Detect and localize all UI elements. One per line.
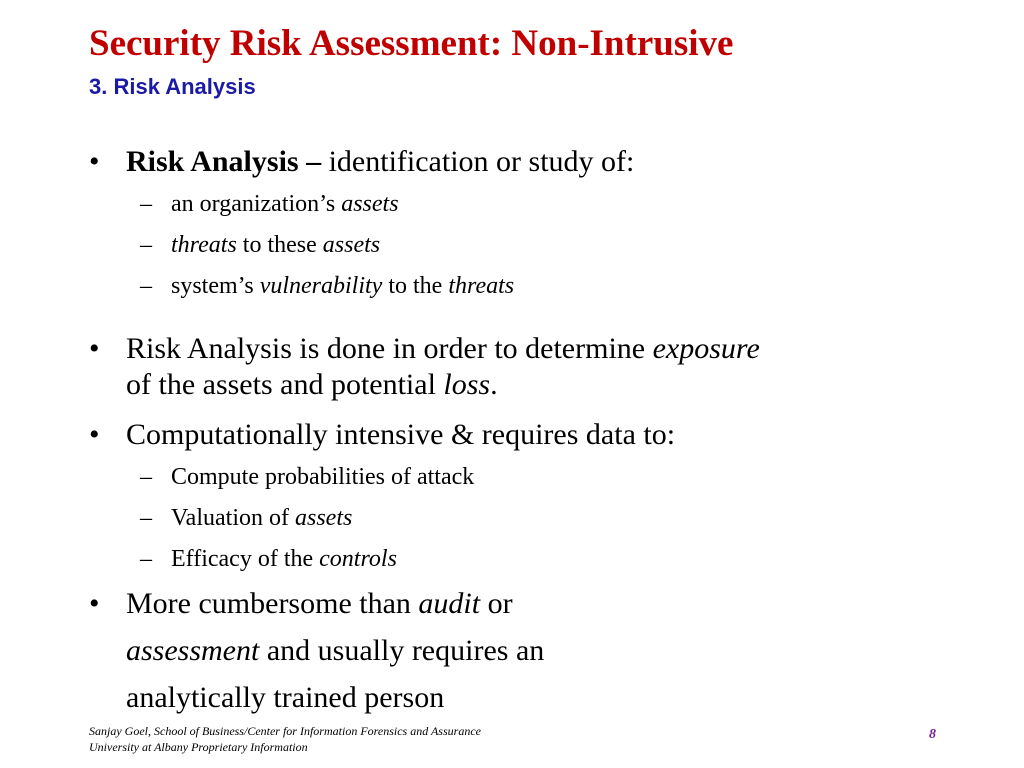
sub-item-text: Efficacy of the bbox=[171, 546, 320, 572]
sub-item-emphasis: vulnerability bbox=[259, 273, 383, 299]
bullet-emphasis: loss bbox=[443, 368, 491, 401]
bullet-emphasis: audit bbox=[418, 587, 481, 620]
sub-item-probabilities bbox=[140, 462, 474, 492]
sub-item-threats bbox=[140, 230, 380, 260]
slide-subtitle: 3. Risk Analysis bbox=[89, 74, 256, 99]
footer-author-line: Sanjay Goel, School of Business/Center for Information Forensics and Assurance bbox=[89, 724, 481, 738]
dash-marker: – bbox=[140, 505, 152, 531]
bullet-text: and usually requires an bbox=[259, 634, 545, 667]
bullet-computationally-intensive bbox=[89, 417, 675, 453]
sub-item-emphasis: threats bbox=[171, 232, 237, 258]
bullet-marker: • bbox=[89, 587, 100, 620]
bullet-text: analytically trained person bbox=[126, 681, 445, 714]
bullet-more-cumbersome-line3 bbox=[126, 680, 444, 716]
slide-footer bbox=[89, 723, 481, 755]
sub-item-text: system’s bbox=[171, 273, 260, 299]
sub-item-valuation bbox=[140, 503, 352, 533]
bullet-marker: • bbox=[89, 418, 100, 451]
slide-title: Security Risk Assessment: Non-Intrusive bbox=[89, 23, 734, 64]
footer-proprietary-line: University at Albany Proprietary Information bbox=[89, 740, 308, 754]
bullet-emphasis: exposure bbox=[652, 332, 760, 365]
bullet-marker: • bbox=[89, 332, 100, 365]
bullet-text: identification or study of: bbox=[321, 145, 635, 178]
bullet-more-cumbersome-line2 bbox=[126, 633, 544, 669]
dash-marker: – bbox=[140, 464, 152, 490]
sub-item-vulnerability bbox=[140, 271, 514, 301]
bullet-text: Computationally intensive & requires data to: bbox=[126, 418, 676, 451]
bullet-text: of the assets and potential bbox=[126, 368, 444, 401]
bullet-marker: • bbox=[89, 145, 100, 178]
bullet-text: Risk Analysis is done in order to determine bbox=[126, 332, 653, 365]
bullet-exposure-continuation bbox=[126, 367, 498, 403]
dash-marker: – bbox=[140, 546, 152, 572]
bullet-bold-term: Risk Analysis – bbox=[126, 145, 322, 178]
sub-item-emphasis: assets bbox=[294, 505, 353, 531]
bullet-emphasis: assessment bbox=[126, 634, 260, 667]
bullet-text: More cumbersome than bbox=[126, 587, 419, 620]
sub-item-text: an organization’s bbox=[171, 191, 342, 217]
dash-marker: – bbox=[140, 232, 152, 258]
sub-item-text: to the bbox=[382, 273, 449, 299]
sub-item-text: to these bbox=[236, 232, 323, 258]
sub-item-efficacy bbox=[140, 544, 397, 574]
bullet-risk-analysis-definition bbox=[89, 144, 634, 180]
bullet-text: or bbox=[480, 587, 513, 620]
sub-item-emphasis: assets bbox=[341, 191, 399, 217]
bullet-exposure bbox=[89, 331, 760, 367]
sub-item-assets bbox=[140, 189, 399, 219]
dash-marker: – bbox=[140, 191, 152, 217]
sub-item-text: Valuation of bbox=[171, 505, 295, 531]
sub-item-emphasis: threats bbox=[448, 273, 515, 299]
bullet-more-cumbersome bbox=[89, 586, 513, 622]
page-number: 8 bbox=[929, 727, 936, 742]
dash-marker: – bbox=[140, 273, 152, 299]
bullet-text: . bbox=[490, 368, 498, 401]
sub-item-emphasis: assets bbox=[322, 232, 381, 258]
sub-item-emphasis: controls bbox=[319, 546, 397, 572]
sub-item-text: Compute probabilities of attack bbox=[171, 464, 475, 490]
